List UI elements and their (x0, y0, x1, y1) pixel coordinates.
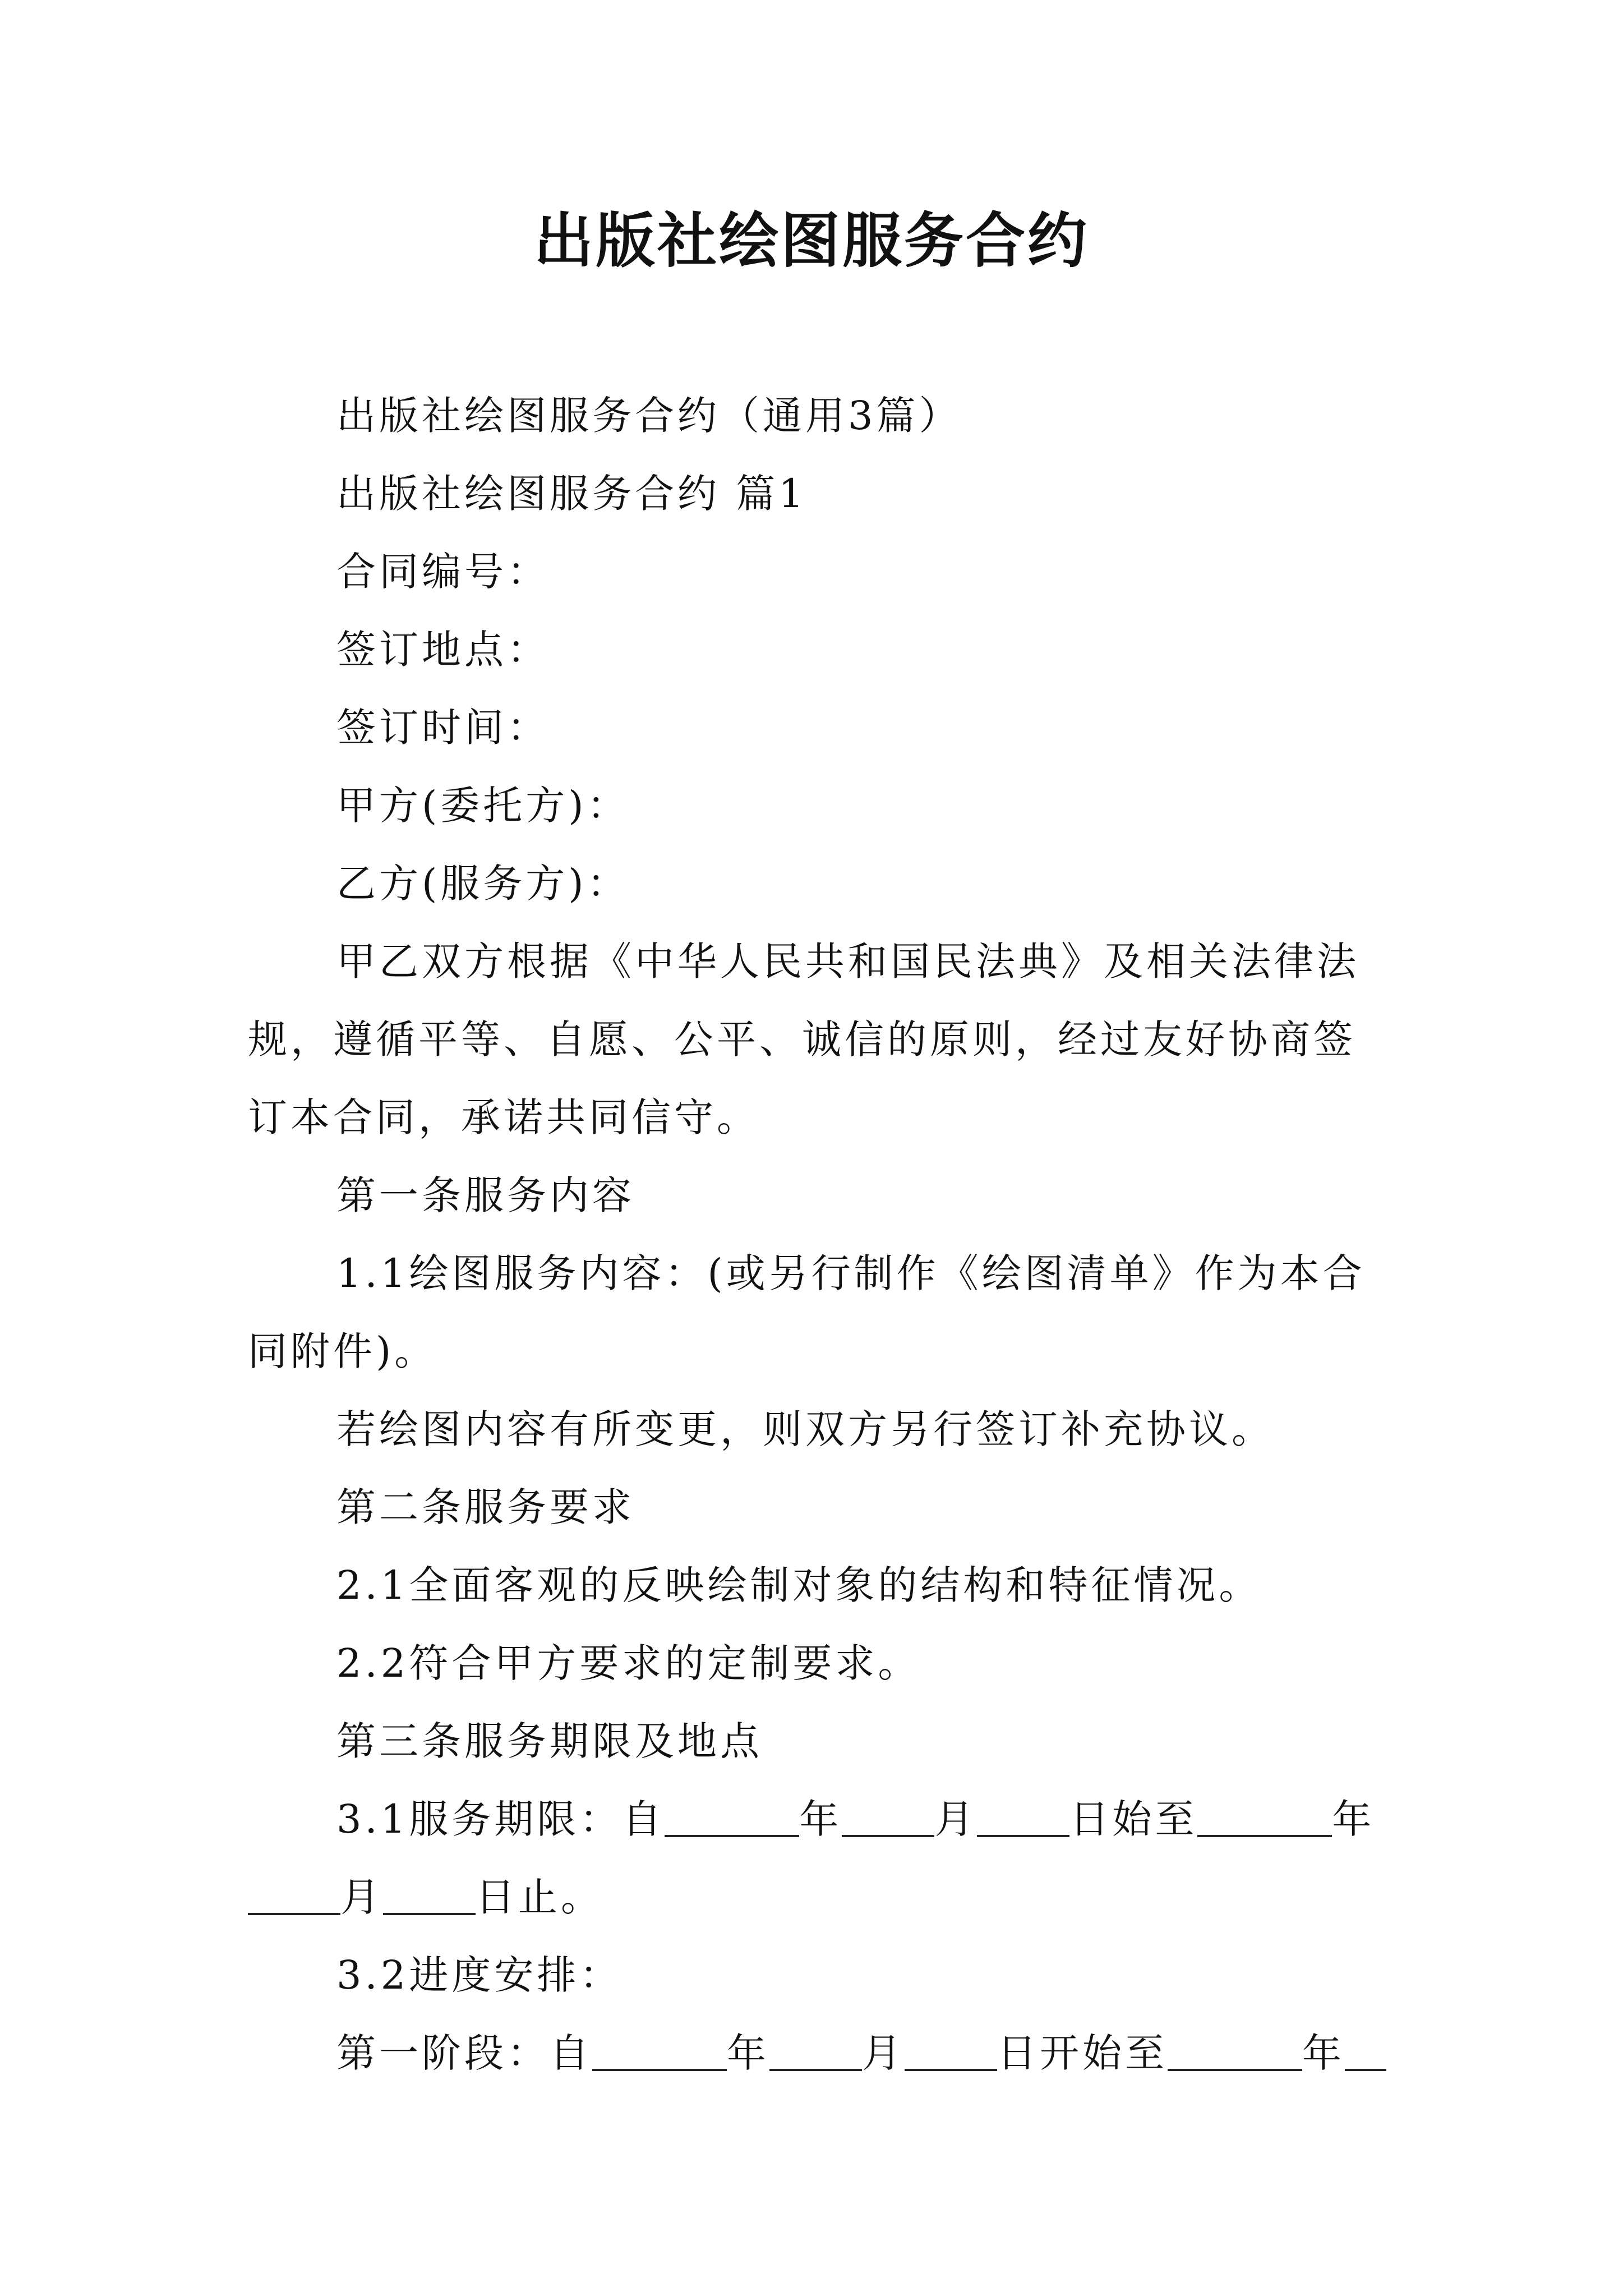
body-line-article-3: 第三条服务期限及地点 (336, 1718, 763, 1764)
blank-month-field (842, 1796, 934, 1837)
body-line-subtitle: 出版社绘图服务合约（通用3篇） (336, 393, 962, 439)
body-line-clause-3-1-cont (248, 1858, 1386, 1936)
body-line-signing-place: 签订地点： (336, 627, 550, 673)
blank-day-field (383, 1874, 476, 1915)
blank-month-field (769, 2030, 862, 2071)
body-line-stage-1 (248, 2014, 1386, 2092)
body-line-article-2: 第二条服务要求 (336, 1484, 635, 1530)
document-title: 出版社绘图服务合约 (534, 206, 1089, 275)
blank-year-field (1168, 2030, 1302, 2071)
clause-3-1-prefix: 3.1服务期限：自 (336, 1796, 665, 1842)
body-line-preamble-1: 甲乙双方根据《中华人民共和国民法典》及相关法律法 (336, 938, 1359, 984)
body-line-contract-number: 合同编号： (336, 549, 550, 595)
document-body (248, 377, 1386, 2092)
blank-month-field (248, 1874, 340, 1915)
body-line-party-a: 甲方(委托方)： (336, 783, 630, 829)
blank-year-field (592, 2030, 727, 2071)
body-line-preamble-3: 订本合同，承诺共同信守。 (248, 1094, 759, 1140)
blank-month-field (1345, 2030, 1386, 2071)
stage-1-prefix: 第一阶段：自 (336, 2030, 592, 2076)
body-line-clause-2-1: 2.1全面客观的反映绘制对象的结构和特征情况。 (336, 1562, 1262, 1608)
body-line-clause-3-1 (248, 1780, 1386, 1858)
month-label: 月 (862, 2030, 905, 2076)
day-to-label: 日开始至 (997, 2030, 1168, 2076)
body-line-article-1: 第一条服务内容 (336, 1172, 635, 1218)
year-label: 年 (727, 2030, 769, 2076)
body-line-clause-1-1: 1.1绘图服务内容：(或另行制作《绘图清单》作为本合 (336, 1250, 1366, 1296)
month-label: 月 (340, 1874, 383, 1920)
body-line-clause-3-2: 3.2进度安排： (336, 1952, 623, 1998)
end-label: 日止。 (476, 1874, 603, 1920)
body-line-clause-1-1-cont: 同附件)。 (248, 1328, 437, 1374)
blank-day-field (977, 1796, 1069, 1837)
blank-day-field (905, 2030, 997, 2071)
body-line-clause-change: 若绘图内容有所变更，则双方另行签订补充协议。 (336, 1406, 1274, 1452)
year-label: 年 (1332, 1796, 1375, 1842)
month-label: 月 (934, 1796, 978, 1842)
body-line-signing-time: 签订时间： (336, 705, 550, 751)
body-line-preamble-2: 规，遵循平等、自愿、公平、诚信的原则，经过友好协商签 (248, 1016, 1356, 1062)
blank-year-field (665, 1796, 799, 1837)
day-to-label: 日始至 (1069, 1796, 1198, 1842)
body-line-clause-2-2: 2.2符合甲方要求的定制要求。 (336, 1640, 921, 1686)
year-label: 年 (1302, 2030, 1345, 2076)
year-label: 年 (799, 1796, 842, 1842)
body-line-party-b: 乙方(服务方)： (336, 861, 630, 907)
body-line-part-heading: 出版社绘图服务合约 篇1 (336, 471, 807, 517)
blank-year-field (1197, 1796, 1332, 1837)
